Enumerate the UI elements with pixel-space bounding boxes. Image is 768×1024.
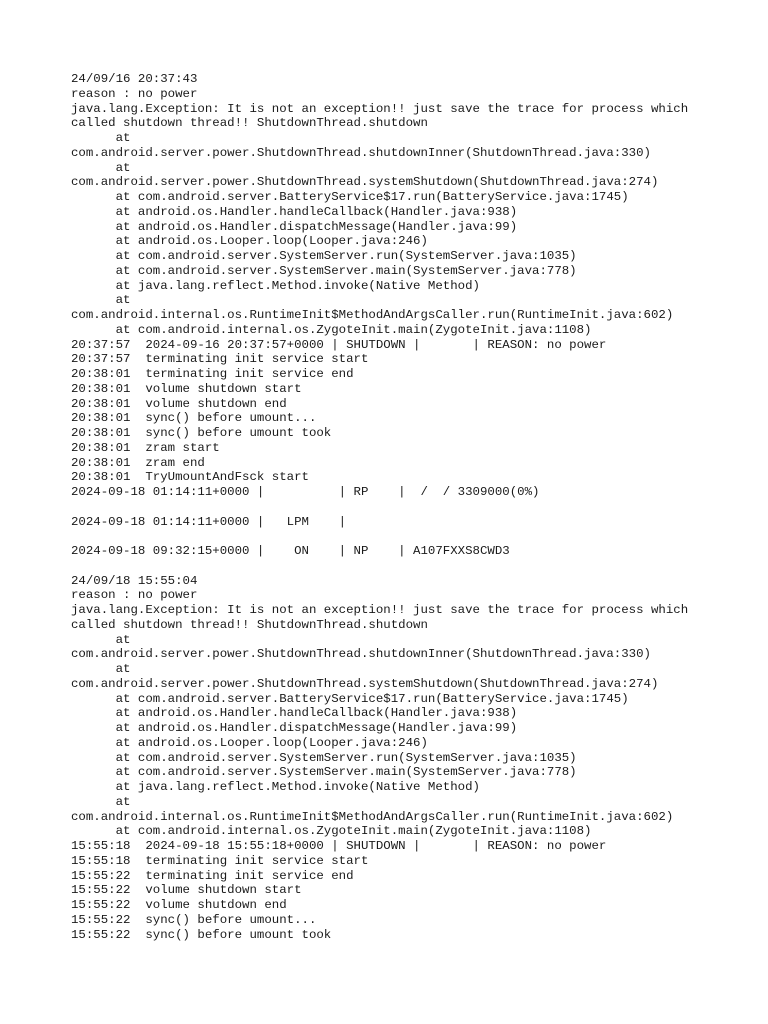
- log-line: 20:38:01 volume shutdown start: [71, 381, 302, 396]
- log-line: java.lang.Exception: It is not an exception!! just save the trace for process which: [71, 101, 689, 116]
- log-line: 20:38:01 sync() before umount...: [71, 411, 317, 426]
- log-line: at com.android.server.SystemServer.main(SystemServer.java:778): [71, 263, 577, 278]
- log-line: 20:38:01 TryUmountAndFsck start: [71, 470, 309, 485]
- log-line: 20:37:57 terminating init service start: [71, 352, 369, 367]
- log-line: com.android.server.power.ShutdownThread.systemShutdown(ShutdownThread.java:274): [71, 676, 659, 691]
- log-line: 20:38:01 zram start: [71, 440, 220, 455]
- log-line: 20:38:01 volume shutdown end: [71, 396, 287, 411]
- log-line: 15:55:22 sync() before umount...: [71, 912, 317, 927]
- log-line: called shutdown thread!! ShutdownThread.shutdown: [71, 116, 428, 131]
- log-line: [71, 500, 751, 515]
- log-line: 24/09/18 15:55:04: [71, 573, 198, 588]
- log-line: at com.android.internal.os.ZygoteInit.main(ZygoteInit.java:1108): [71, 824, 592, 839]
- log-line: com.android.server.power.ShutdownThread.shutdownInner(ShutdownThread.java:330): [71, 647, 651, 662]
- log-line: 20:38:01 zram end: [71, 455, 205, 470]
- log-line: reason : no power: [71, 86, 198, 101]
- log-line: com.android.server.power.ShutdownThread.shutdownInner(ShutdownThread.java:330): [71, 145, 651, 160]
- log-line: 2024-09-18 09:32:15+0000 | ON | NP | A107FXXS8CWD3: [71, 544, 510, 558]
- log-line: at com.android.server.SystemServer.main(SystemServer.java:778): [71, 765, 577, 780]
- log-line: at android.os.Handler.handleCallback(Handler.java:938): [71, 706, 518, 721]
- log-line: 15:55:18 2024-09-18 15:55:18+0000 | SHUTDOWN | | REASON: no power: [71, 839, 607, 853]
- log-line: 20:38:01 sync() before umount took: [71, 426, 332, 440]
- log-line: at com.android.server.BatteryService$17.run(BatteryService.java:1745): [71, 691, 629, 706]
- log-document: [71, 72, 751, 942]
- log-line: 15:55:22 terminating init service end: [71, 868, 354, 883]
- log-line: at: [71, 662, 131, 676]
- log-line: at java.lang.reflect.Method.invoke(Native Method): [71, 278, 480, 293]
- log-line: 15:55:18 terminating init service start: [71, 853, 369, 868]
- log-line: 15:55:22 sync() before umount took: [71, 927, 332, 942]
- log-line: at: [71, 632, 131, 647]
- log-line: at com.android.internal.os.ZygoteInit.main(ZygoteInit.java:1108): [71, 322, 592, 337]
- log-line: reason : no power: [71, 588, 198, 603]
- log-line: at android.os.Handler.handleCallback(Handler.java:938): [71, 204, 518, 219]
- log-line: [71, 559, 751, 574]
- log-line: called shutdown thread!! ShutdownThread.shutdown: [71, 617, 428, 632]
- log-line: at android.os.Looper.loop(Looper.java:246): [71, 735, 428, 750]
- log-line: com.android.server.power.ShutdownThread.systemShutdown(ShutdownThread.java:274): [71, 175, 659, 190]
- log-line: at: [71, 160, 131, 175]
- log-line: at: [71, 794, 131, 809]
- log-line: com.android.internal.os.RuntimeInit$MethodAndArgsCaller.run(RuntimeInit.java:602): [71, 809, 674, 824]
- log-line: at java.lang.reflect.Method.invoke(Native Method): [71, 780, 480, 794]
- log-line: 20:37:57 2024-09-16 20:37:57+0000 | SHUTDOWN | | REASON: no power: [71, 337, 607, 352]
- log-line: at android.os.Handler.dispatchMessage(Handler.java:99): [71, 219, 518, 234]
- log-line: at: [71, 131, 131, 145]
- log-line: [71, 529, 751, 544]
- log-line: 20:38:01 terminating init service end: [71, 367, 354, 381]
- log-line: at: [71, 293, 131, 308]
- log-line: at com.android.server.SystemServer.run(SystemServer.java:1035): [71, 249, 577, 263]
- log-line: 24/09/16 20:37:43: [71, 72, 198, 86]
- log-line: 15:55:22 volume shutdown end: [71, 898, 287, 912]
- log-line: at com.android.server.SystemServer.run(SystemServer.java:1035): [71, 750, 577, 765]
- log-line: at com.android.server.BatteryService$17.run(BatteryService.java:1745): [71, 190, 629, 204]
- log-line: 2024-09-18 01:14:11+0000 | | RP | / / 3309000(0%): [71, 485, 540, 499]
- log-line: java.lang.Exception: It is not an exception!! just save the trace for process which: [71, 603, 689, 617]
- log-line: 15:55:22 volume shutdown start: [71, 883, 302, 898]
- log-line: 2024-09-18 01:14:11+0000 | LPM |: [71, 514, 347, 529]
- log-line: at android.os.Looper.loop(Looper.java:246): [71, 234, 428, 249]
- log-line: com.android.internal.os.RuntimeInit$MethodAndArgsCaller.run(RuntimeInit.java:602): [71, 308, 674, 322]
- log-line: at android.os.Handler.dispatchMessage(Handler.java:99): [71, 721, 518, 735]
